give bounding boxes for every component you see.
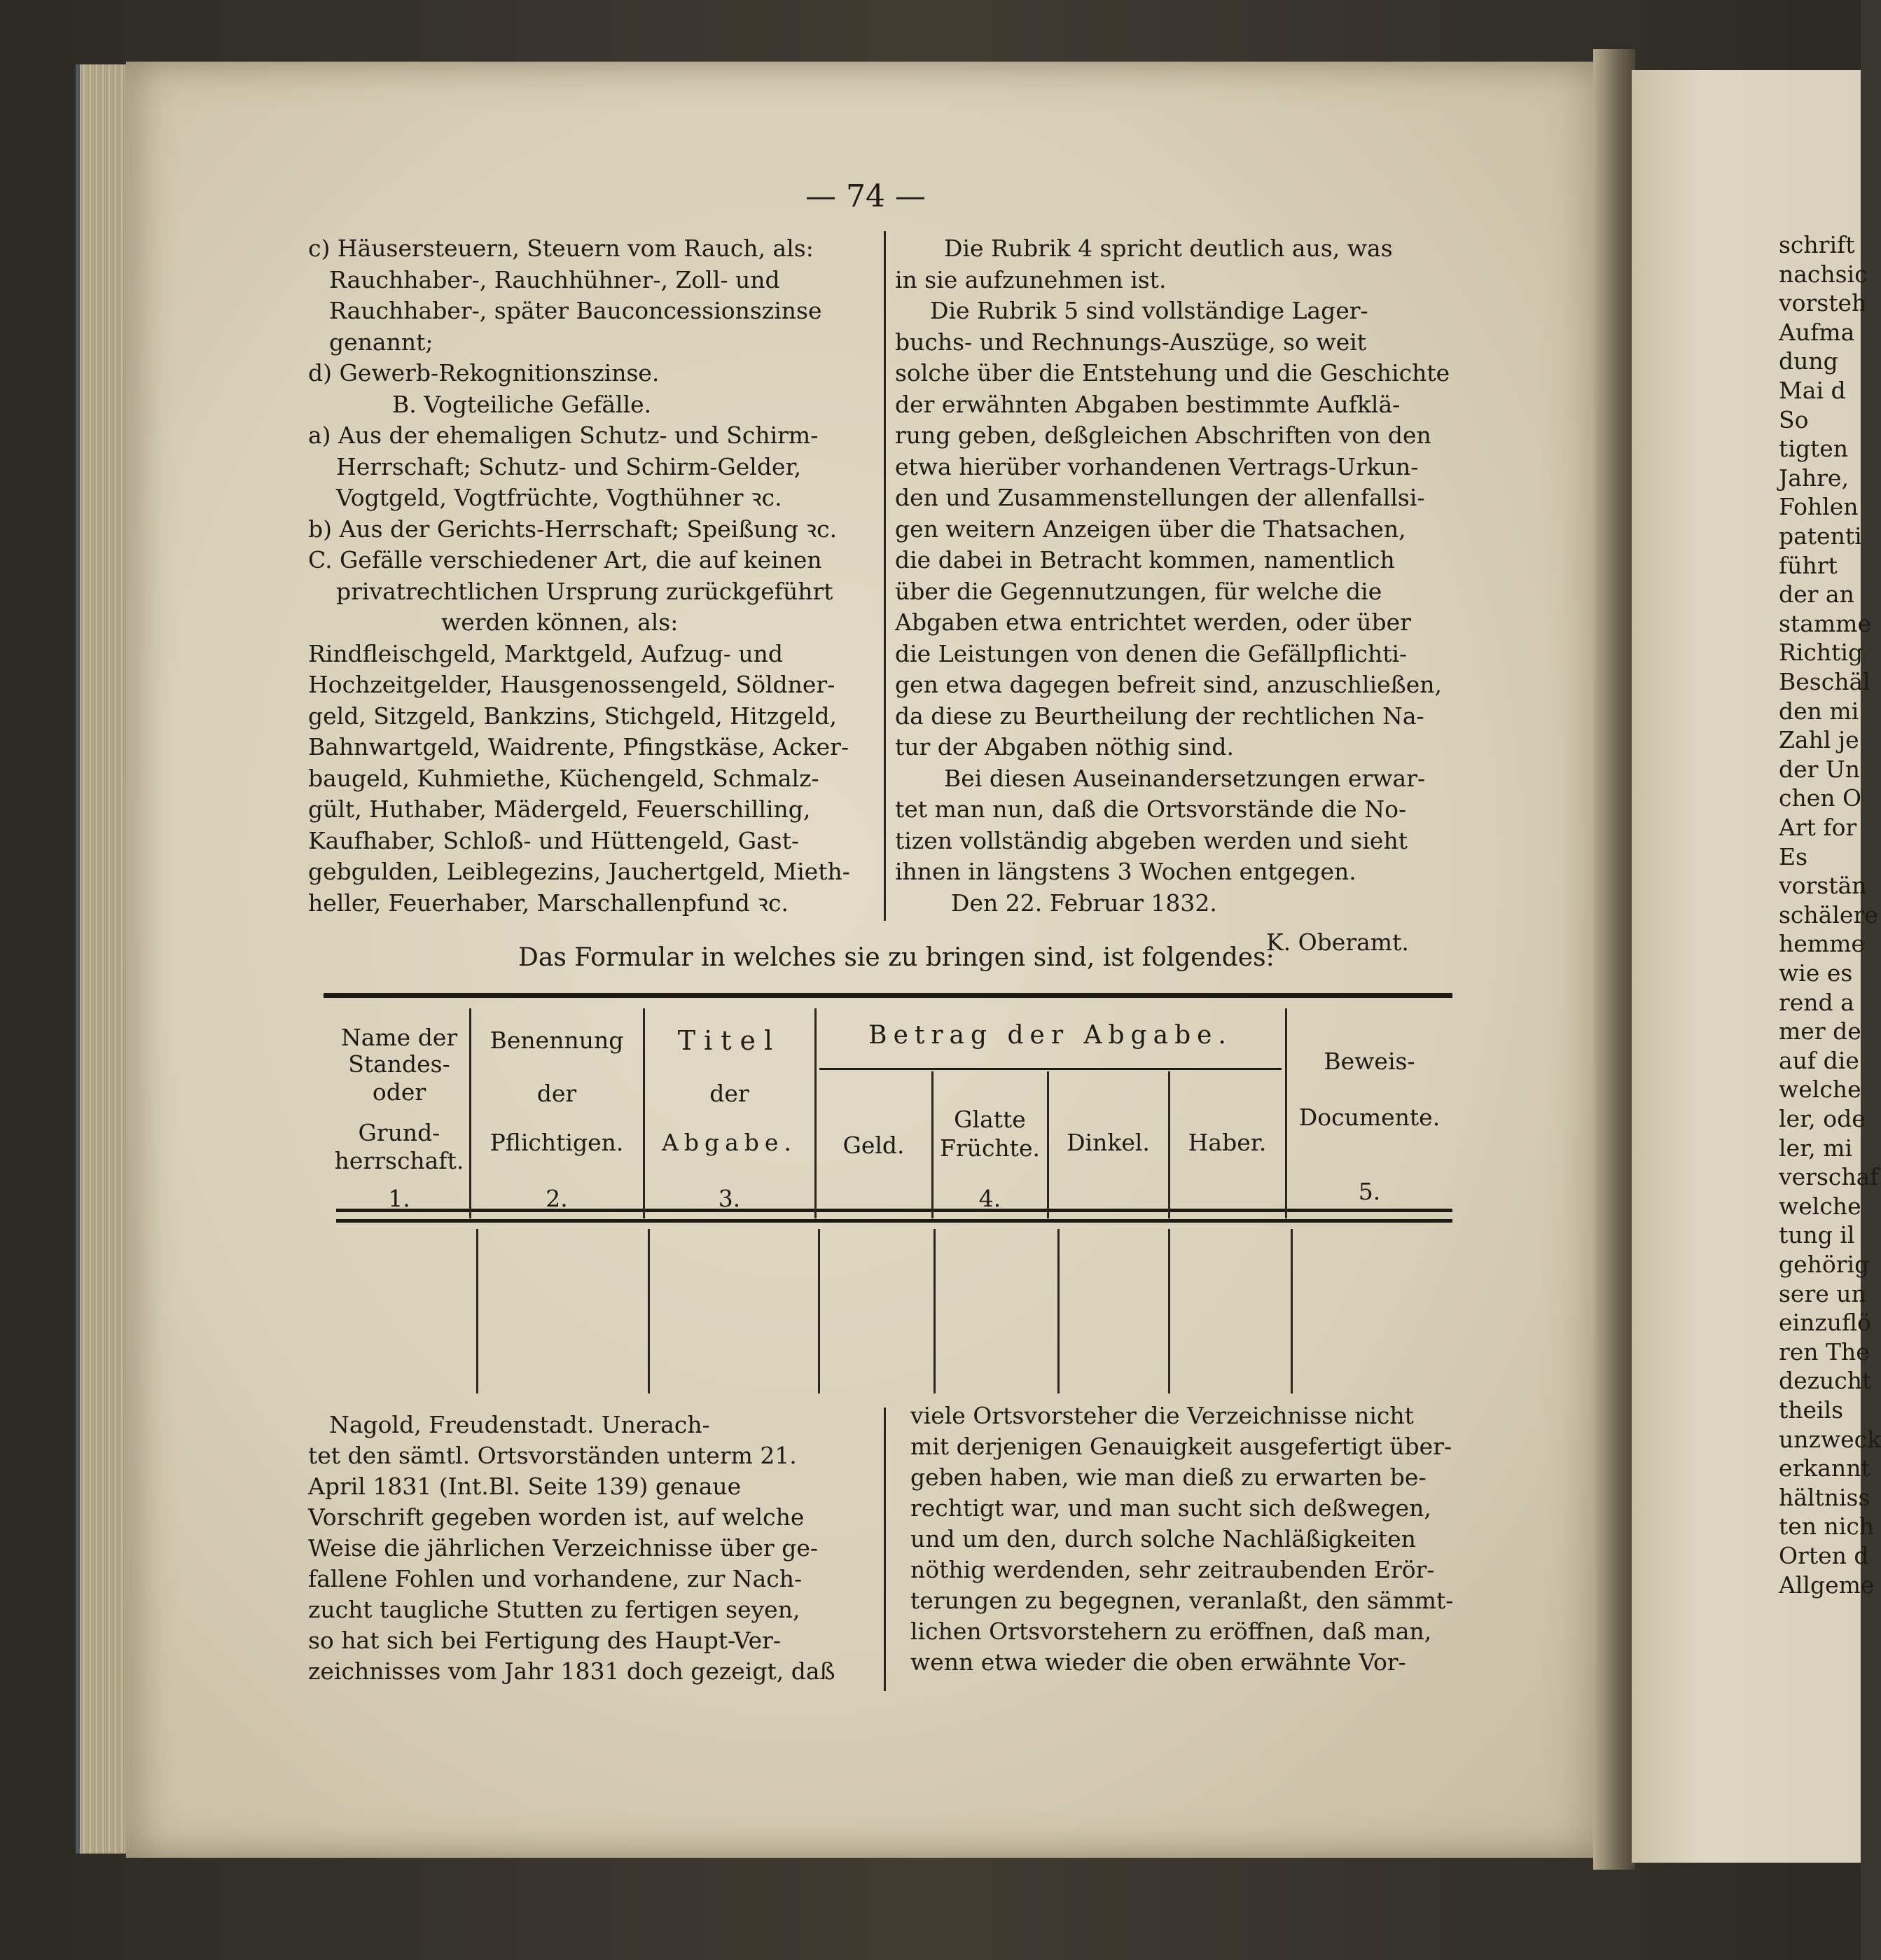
col2-line-3: Pflichtigen. — [490, 1129, 624, 1156]
right-column-line: ihnen in längstens 3 Wochen entgegen. — [895, 858, 1356, 885]
bottom-left-line: fallene Fohlen und vorhandene, zur Nach- — [308, 1565, 803, 1592]
left-column-line: Hochzeitgelder, Hausgenossengeld, Söldner- — [308, 671, 835, 698]
facing-page-line: der Un — [1779, 755, 1860, 783]
col1-number: 1. — [388, 1185, 410, 1212]
col1-line-3: oder — [372, 1078, 426, 1106]
right-column-line: die dabei in Betracht kommen, namentlich — [895, 546, 1395, 574]
col1-line-5: herrschaft. — [334, 1147, 464, 1174]
facing-page-line: ler, mi — [1779, 1134, 1853, 1162]
left-column-line: werden können, als: — [441, 609, 679, 636]
col4-header: Betrag der Abgabe. — [868, 1021, 1233, 1050]
right-column-line: Den 22. Februar 1832. — [951, 889, 1217, 917]
left-column-line: b) Aus der Gerichts-Herrschaft; Speißung ꝛc. — [308, 515, 838, 543]
bottom-right-line: terungen zu begegnen, veranlaßt, den sämmt- — [910, 1587, 1454, 1614]
bottom-right-line: lichen Ortsvorstehern zu eröffnen, daß man, — [910, 1618, 1432, 1645]
bottom-right-line: mit derjenigen Genauigkeit ausgefertigt über- — [910, 1433, 1452, 1460]
left-column-line: genannt; — [329, 328, 433, 356]
facing-page-line: dezucht — [1779, 1367, 1872, 1395]
left-column-line: c) Häusersteuern, Steuern vom Rauch, als: — [308, 235, 814, 262]
left-column-line: Herrschaft; Schutz- und Schirm-Gelder, — [336, 452, 802, 480]
right-column-line: da diese zu Beurtheilung der rechtlichen Na- — [895, 702, 1424, 730]
col3-line-3: Abgabe. — [662, 1129, 797, 1156]
bottom-right-column — [910, 1404, 1471, 1684]
right-column-line: etwa hierüber vorhandenen Vertrags-Urkun- — [895, 452, 1419, 480]
col4-sub-dinkel: Dinkel. — [1067, 1129, 1150, 1156]
right-column-line: tur der Abgaben nöthig sind. — [895, 733, 1235, 760]
signature: K. Oberamt. — [1266, 929, 1409, 956]
left-column-line: Vogtgeld, Vogtfrüchte, Vogthühner ꝛc. — [336, 484, 782, 511]
right-column-line: solche über die Entstehung und die Geschichte — [895, 359, 1450, 387]
left-column-line: gebgulden, Leiblegezins, Jauchertgeld, Mieth- — [308, 858, 850, 885]
facing-page-line: theils — [1779, 1396, 1844, 1424]
facing-page-line: Jahre, — [1779, 464, 1849, 492]
facing-page-line: wie es — [1779, 959, 1853, 987]
facing-page-line: sere un — [1779, 1279, 1866, 1307]
bottom-left-column — [308, 1413, 882, 1693]
col3-number: 3. — [718, 1185, 741, 1212]
facing-page-line: Aufma — [1779, 318, 1855, 346]
col3-line-1: Titel — [677, 1025, 782, 1056]
facing-page-line: den mi — [1779, 697, 1859, 725]
col4-sub-haber: Haber. — [1188, 1129, 1267, 1156]
column-divider-top — [884, 231, 886, 921]
facing-page-line: Art for — [1779, 814, 1857, 841]
facing-page-line: Beschäl — [1779, 668, 1870, 695]
table-body-vline-6 — [1168, 1229, 1170, 1393]
table-body-vline-4 — [933, 1229, 936, 1393]
book-gutter — [1593, 49, 1635, 1870]
col4-sub-glatte-fruechte: Glatte Früchte. — [940, 1106, 1040, 1162]
col4-number: 4. — [978, 1185, 1001, 1212]
col3-line-2: der — [709, 1080, 749, 1107]
col5-line-2: Documente. — [1298, 1104, 1441, 1131]
facing-page-line: welche — [1779, 1192, 1861, 1220]
facing-page-line: tung il — [1779, 1221, 1855, 1249]
facing-page-line: nachsic — [1779, 260, 1868, 288]
facing-page-line: schälere — [1779, 901, 1878, 929]
bottom-left-line: Vorschrift gegeben worden ist, auf welche — [308, 1503, 805, 1531]
bottom-right-line: nöthig werdenden, sehr zeitraubenden Erör- — [910, 1556, 1435, 1583]
col5-line-1: Beweis- — [1324, 1048, 1415, 1075]
facing-page-line: einzuflö — [1779, 1309, 1871, 1337]
facing-page-line: auf die — [1779, 1046, 1859, 1074]
table-body-vline-3 — [818, 1229, 820, 1393]
facing-page-line: gehörig — [1779, 1251, 1870, 1278]
facing-page — [1632, 70, 1881, 1863]
facing-page-line: führt — [1779, 551, 1838, 579]
right-column-line: die Leistungen von denen die Gefällpflichti- — [895, 639, 1408, 667]
facing-page-line: Orten d — [1779, 1542, 1869, 1569]
left-column-line: a) Aus der ehemaligen Schutz- und Schirm- — [308, 422, 819, 449]
right-column-line: über die Gegennutzungen, für welche die — [895, 577, 1382, 605]
right-column-line: der erwähnten Abgaben bestimmte Aufklä- — [895, 390, 1401, 418]
col4-sub-geld: Geld. — [842, 1132, 905, 1159]
facing-page-line: hemme — [1779, 930, 1865, 958]
table-body-vline-2 — [648, 1229, 650, 1393]
right-column-line: in sie aufzunehmen ist. — [895, 265, 1167, 293]
left-column-line: heller, Feuerhaber, Marschallenpfund ꝛc. — [308, 889, 789, 917]
facing-page-line: So — [1779, 405, 1809, 433]
table-body-vline-5 — [1057, 1229, 1060, 1393]
column-divider-bottom — [884, 1408, 886, 1691]
col2-number: 2. — [546, 1185, 568, 1212]
table-header-rule-2 — [336, 1219, 1452, 1223]
left-column-line: C. Gefälle verschiedener Art, die auf keinen — [308, 546, 822, 574]
facing-page-line: Allgeme — [1779, 1571, 1875, 1599]
right-column-line: Bei diesen Auseinandersetzungen erwar- — [944, 764, 1426, 792]
facing-page-line: vorstän — [1779, 872, 1867, 900]
facing-page-line: unzweck — [1779, 1425, 1881, 1453]
left-column-line: Bahnwartgeld, Waidrente, Pfingstkäse, Acker- — [308, 733, 849, 760]
facing-page-line: vorsteh — [1779, 289, 1867, 317]
right-column-line: gen etwa dagegen befreit sind, anzuschließen, — [895, 671, 1442, 698]
left-column-line: Kaufhaber, Schloß- und Hüttengeld, Gast- — [308, 826, 800, 854]
bottom-right-line: geben haben, wie man dieß zu erwarten be- — [910, 1464, 1427, 1491]
facing-page-line: ten nich — [1779, 1513, 1875, 1541]
facing-page-line: hältniss — [1779, 1483, 1870, 1511]
facing-page-line: verschaf — [1779, 1163, 1879, 1191]
right-column-line: Abgaben etwa entrichtet werden, oder über — [895, 609, 1411, 636]
facing-page-line: tigten — [1779, 435, 1848, 463]
left-column-line: B. Vogteiliche Gefälle. — [392, 390, 652, 418]
left-column-line: privatrechtlichen Ursprung zurückgeführt — [336, 577, 833, 605]
right-column-line: tizen vollständig abgeben werden und sieht — [895, 826, 1408, 854]
facing-page-line: chen O — [1779, 784, 1862, 812]
page-number: — 74 — — [805, 179, 926, 214]
left-column-line: Rindfleischgeld, Marktgeld, Aufzug- und — [308, 639, 783, 667]
facing-page-line: welche — [1779, 1076, 1861, 1104]
left-column-line: gült, Huthaber, Mädergeld, Feuerschilling, — [308, 795, 811, 823]
col2-line-2: der — [536, 1080, 577, 1107]
bottom-right-line: und um den, durch solche Nachläßigkeiten — [910, 1525, 1416, 1552]
col2-line-1: Benennung — [490, 1027, 624, 1054]
right-column — [895, 223, 1469, 956]
right-column-line: Die Rubrik 5 sind vollständige Lager- — [930, 297, 1368, 324]
facing-page-line: Richtig — [1779, 639, 1863, 667]
bottom-left-line: Weise die jährlichen Verzeichnisse über ge- — [308, 1534, 818, 1562]
facing-page-line: erkannt — [1779, 1454, 1870, 1482]
bottom-right-line: wenn etwa wieder die oben erwähnte Vor- — [910, 1648, 1406, 1676]
form-intro: Das Formular in welches sie zu bringen sind, ist folgendes: — [518, 943, 1275, 972]
left-column-line: Rauchhaber-, später Bauconcessionszinse — [329, 297, 822, 324]
facing-page-line: dung — [1779, 347, 1838, 375]
right-column-line: Die Rubrik 4 spricht deutlich aus, was — [944, 235, 1393, 262]
facing-page-line: Fohlen — [1779, 493, 1859, 521]
facing-page-line: ren The — [1779, 1337, 1870, 1365]
facing-page-line: ler, ode — [1779, 1105, 1866, 1132]
facing-page-line: Zahl je — [1779, 726, 1859, 754]
facing-page-line: rend a — [1779, 988, 1854, 1016]
bottom-right-line: rechtigt war, und man sucht sich deßwegen, — [910, 1494, 1431, 1522]
left-column-line: Rauchhaber-, Rauchhühner-, Zoll- und — [329, 265, 780, 293]
bottom-left-line: Nagold, Freudenstadt. Unerach- — [329, 1411, 710, 1438]
bottom-right-line: viele Ortsvorsteher die Verzeichnisse nicht — [910, 1402, 1414, 1429]
bottom-left-line: zucht taugliche Stutten zu fertigen seyen, — [308, 1596, 800, 1623]
left-column-line: baugeld, Kuhmiethe, Küchengeld, Schmalz- — [308, 764, 819, 792]
table-body-vline-1 — [476, 1229, 478, 1393]
facing-page-line: schrift — [1779, 231, 1855, 258]
bottom-left-line: April 1831 (Int.Bl. Seite 139) genaue — [308, 1473, 742, 1500]
facing-page-line: der an — [1779, 581, 1854, 609]
table-top-rule — [324, 993, 1452, 998]
right-column-line: tet man nun, daß die Ortsvorstände die No- — [895, 795, 1407, 823]
bottom-left-line: so hat sich bei Fertigung des Haupt-Ver- — [308, 1627, 782, 1654]
bottom-left-line: tet den sämtl. Ortsvorständen unterm 21. — [308, 1442, 797, 1469]
left-column-line: d) Gewerb-Rekognitionszinse. — [308, 359, 660, 387]
col1-line-4: Grund- — [358, 1119, 440, 1146]
facing-page-line: stamme — [1779, 609, 1871, 637]
left-column — [308, 223, 882, 930]
right-column-line: den und Zusammenstellungen der allenfallsi- — [895, 484, 1425, 511]
facing-page-line: mer de — [1779, 1017, 1861, 1045]
col1-line-2: Standes- — [348, 1050, 450, 1078]
right-column-line: rung geben, deßgleichen Abschriften von den — [895, 422, 1431, 449]
facing-page-line: patenti — [1779, 522, 1862, 550]
left-column-line: geld, Sitzgeld, Bankzins, Stichgeld, Hitzgeld, — [308, 702, 837, 730]
right-column-line: gen weitern Anzeigen über die Thatsachen, — [895, 515, 1406, 543]
bottom-left-line: zeichnisses vom Jahr 1831 doch gezeigt, daß — [308, 1657, 835, 1685]
table-body-vline-7 — [1291, 1229, 1293, 1393]
col1-line-1: Name der — [340, 1024, 458, 1051]
right-column-line: buchs- und Rechnungs-Auszüge, so weit — [895, 328, 1367, 356]
facing-page-line: Es — [1779, 842, 1808, 870]
facing-page-line: Mai d — [1779, 377, 1846, 404]
col5-number: 5. — [1358, 1178, 1381, 1205]
betrag-underline — [819, 1068, 1282, 1070]
